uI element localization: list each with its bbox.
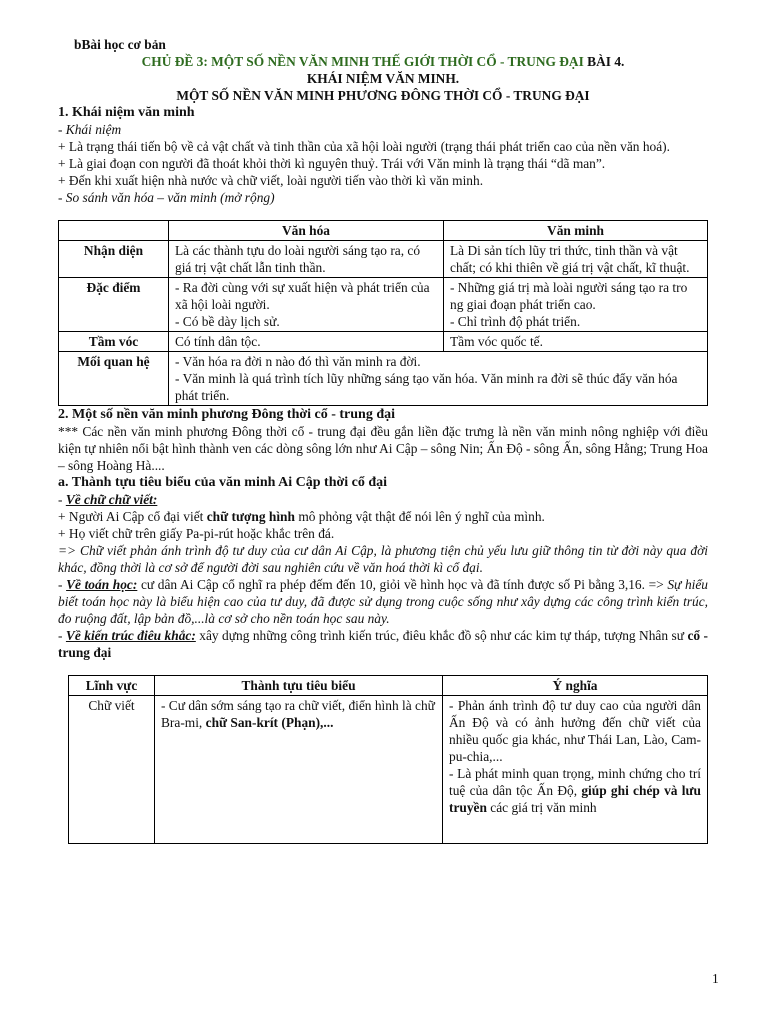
- arch-bold: cổ - trung đại: [58, 628, 709, 660]
- table-cell: Là Di sản tích lũy tri thức, tinh thần và vật chất; có khi thiên về giá trị vật chất, kĩ thuật.: [444, 241, 708, 278]
- header-van-hoa: Văn hóa: [169, 221, 444, 241]
- section-1-heading: 1. Khái niệm văn minh: [58, 105, 195, 120]
- math-text: cư dân Ai Cập cổ nghĩ ra phép đếm đến 10, giỏi về hình học và đã tính được số Pi bằng 3,16. =>: [137, 577, 668, 592]
- header-achievement: Thành tựu tiêu biểu: [155, 676, 443, 696]
- writing-label-line: - Về chữ chữ viết:: [58, 492, 158, 507]
- table-cell: [155, 696, 443, 844]
- row-head: Đặc điểm: [59, 278, 169, 332]
- math-label: Về toán học:: [66, 577, 138, 592]
- section-2-heading: 2. Một số nền văn minh phương Đông thời cổ - trung đại: [58, 407, 396, 422]
- title-line-3: MỘT SỐ NỀN VĂN MINH PHƯƠNG ĐÔNG THỜI CỔ - TRUNG ĐẠI: [176, 88, 590, 103]
- table-row: [59, 352, 708, 406]
- section-1-sub: - Khái niệm: [58, 122, 122, 137]
- brand-text: bBài học cơ bản: [74, 37, 166, 52]
- table-row: [59, 241, 708, 278]
- cell-line: - Văn minh là quá trình tích lũy những sáng tạo văn hóa. Văn minh ra đời sẽ thúc đẩy văn hóa phát triển.: [175, 371, 678, 403]
- table-cell: Là các thành tựu do loài người sáng tạo ra, có giá trị vật chất lẫn tinh thần.: [169, 241, 444, 278]
- title-line-2: KHÁI NIỆM VĂN MINH.: [306, 71, 460, 86]
- arch-text: xây dựng những công trình kiến trúc, điêu khắc đồ sộ như các kim tự tháp, tượng Nhân sư: [195, 628, 688, 643]
- writing-line-1: [58, 508, 708, 525]
- topic-title-lesson: BÀI 4.: [583, 54, 625, 69]
- arch-paragraph: - Về kiến trúc điêu khắc: xây dựng những công trình kiến trúc, điêu khắc đồ sộ như các kim tự tháp, tượng Nhân sư cổ - trung đại: [58, 628, 709, 660]
- section-1-line-1: + Là trạng thái tiến bộ về cả vật chất và tinh thần của xã hội loài người (trạng thái phát triển cao của nền văn hoá).: [58, 139, 670, 154]
- table-cell: [169, 278, 444, 332]
- section-2a-heading: a. Thành tựu tiêu biểu của văn minh Ai Cập thời cổ đại: [58, 475, 388, 490]
- header-field: Lĩnh vực: [69, 676, 155, 696]
- cell-line: - Những giá trị mà loài người sáng tạo ra tro ng giai đoạn phát triển cao.: [450, 280, 688, 312]
- table-header-row: [69, 676, 708, 696]
- math-italic: Sự hiểu biết toán học này là biểu hiện cao của tư duy, đã được sử dụng trong cuộc sống như xây dựng các công trình kiến trúc, đo ruộng đất, lập bản đồ,...là cơ sở cho nền toán học sau này.: [58, 577, 709, 626]
- cell-line: [449, 765, 701, 816]
- table-row: [59, 278, 708, 332]
- section-1-compare: - So sánh văn hóa – văn minh (mở rộng): [58, 190, 275, 205]
- cell-line: - Văn hóa ra đời n nào đó thì văn minh ra đời.: [175, 354, 421, 369]
- page-number: 1: [712, 971, 719, 986]
- writing-bold: chữ tượng hình: [206, 509, 295, 524]
- section-1-line-3: + Đến khi xuất hiện nhà nước và chữ viết, loài người tiến vào thời kì văn minh.: [58, 173, 484, 188]
- document-page: [58, 36, 708, 844]
- cell-text: - Là phát minh quan trọng, minh chứng cho trí tuệ của dân tộc Ấn Độ,: [449, 766, 701, 798]
- table-cell: [443, 696, 708, 844]
- cell-text: - Cư dân sớm sáng tạo ra chữ viết, điển hình là chữ Bra-mi,: [161, 698, 435, 730]
- table-row: [69, 696, 708, 844]
- header-meaning: Ý nghĩa: [443, 676, 708, 696]
- section-2-intro: *** Các nền văn minh phương Đông thời cổ - trung đại đều gắn liền đặc trưng là nền văn minh nông nghiệp với điều kiện tự nhiên nổi bật hình thành ven các dòng sông lớn như Ai Cập – sông Nin; Ấn Độ - sông Ấn, sông Hằng; Trung Hoa – sông Hoàng Hà....: [58, 424, 708, 473]
- comparison-table: [58, 220, 708, 406]
- table-header-row: [59, 221, 708, 241]
- table-cell: [444, 278, 708, 332]
- table-cell: Chữ viết: [69, 696, 155, 844]
- writing-text: + Người Ai Cập cổ đại viết: [58, 509, 207, 524]
- cell-bold: giúp ghi chép và lưu truyền: [449, 783, 701, 815]
- table-corner: [59, 221, 169, 241]
- cell-line: - Chỉ trình độ phát triển.: [450, 314, 581, 329]
- table-row: [59, 332, 708, 352]
- row-head: Nhận diện: [59, 241, 169, 278]
- row-head: Mối quan hệ: [59, 352, 169, 406]
- table-cell: Tầm vóc quốc tế.: [444, 332, 708, 352]
- writing-line-2: + Họ viết chữ trên giấy Pa-pi-rút hoặc khắc trên đá.: [58, 526, 335, 541]
- topic-title: [58, 53, 708, 70]
- cell-line: - Ra đời cùng với sự xuất hiện và phát triển của xã hội loài người.: [175, 280, 430, 312]
- writing-conclusion: => Chữ viết phản ánh trình độ tư duy của cư dân Ai Cập, là phương tiện chủ yếu lưu giữ thông tin từ đời này qua đời khác, đồng thời là cơ sở để người đời sau nghiên cứu về văn hoá thời kì cổ đại.: [58, 543, 708, 575]
- table-cell: Có tính dân tộc.: [169, 332, 444, 352]
- row-head: Tầm vóc: [59, 332, 169, 352]
- india-achievement-table: [68, 675, 708, 844]
- cell-bold: chữ San-krít (Phạn),...: [205, 715, 334, 730]
- arch-label: Về kiến trúc điêu khắc:: [65, 628, 196, 643]
- topic-title-green: CHỦ ĐỀ 3: MỘT SỐ NỀN VĂN MINH THẾ GIỚI THỜI CỔ - TRUNG ĐẠI: [141, 54, 584, 69]
- math-paragraph: - Về toán học: cư dân Ai Cập cổ nghĩ ra phép đếm đến 10, giỏi về hình học và đã tính được số Pi bằng 3,16. => Sự hiểu biết toán học này là biểu hiện cao của tư duy, đã được sử dụng trong cuộc sống như xây dựng các công trình kiến trúc, đo ruộng đất, lập bản đồ,...là cơ sở cho nền toán học sau này.: [58, 577, 709, 626]
- table-cell: [169, 352, 708, 406]
- cell-line: - Có bề dày lịch sử.: [175, 314, 280, 329]
- cell-line: - Phản ánh trình độ tư duy cao của người dân Ấn Độ và có ảnh hưởng đến chữ viết của nhiều quốc gia khác, như Thái Lan, Lào, Cam-pu-chia,...: [449, 698, 701, 764]
- header-van-minh: Văn minh: [444, 221, 708, 241]
- writing-text: mô phỏng vật thật để nói lên ý nghĩ của mình.: [294, 509, 545, 524]
- section-1-line-2: + Là giai đoạn con người đã thoát khỏi thời kì nguyên thuỷ. Trái với Văn minh là trạng thái “dã man”.: [58, 156, 606, 171]
- writing-label: Về chữ chữ viết:: [65, 492, 158, 507]
- cell-text: các giá trị văn minh: [486, 800, 597, 815]
